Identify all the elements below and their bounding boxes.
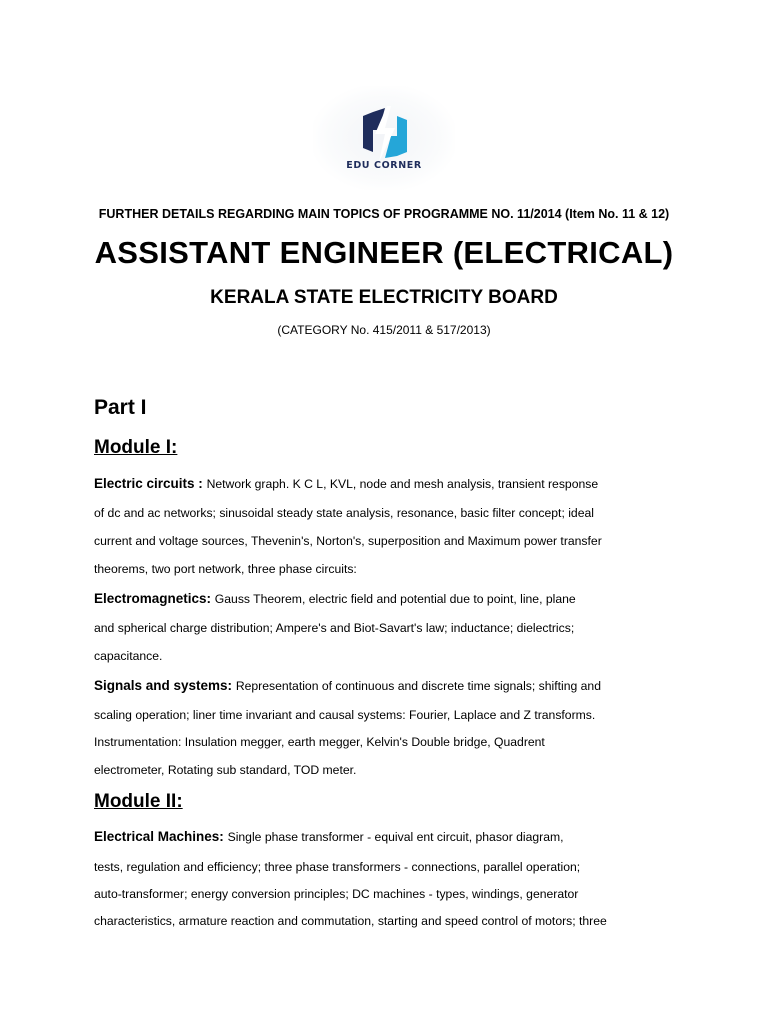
text-line: tests, regulation and efficiency; three phase transformers - connections, parallel operation;: [94, 860, 581, 874]
electric-circuits-line-1: Electric circuits : Network graph. K C L, KVL, node and mesh analysis, transient response: [94, 476, 599, 491]
text-line: electrometer, Rotating sub standard, TOD meter.: [94, 763, 357, 777]
text-line: scaling operation; liner time invariant and causal systems: Fourier, Laplace and Z transforms.: [94, 708, 596, 722]
text-line: and spherical charge distribution; Ampere's and Biot-Savart's law; inductance; dielectrics;: [94, 621, 575, 635]
module-2-heading: Module II:: [94, 791, 183, 812]
text-line: of dc and ac networks; sinusoidal steady state analysis, resonance, basic filter concept; ideal: [94, 506, 594, 520]
text-line: capacitance.: [94, 649, 163, 663]
edu-corner-logo: [313, 86, 455, 190]
programme-details: FURTHER DETAILS REGARDING MAIN TOPICS OF PROGRAMME NO. 11/2014 (Item No. 11 & 12): [98, 207, 670, 221]
electric-circuits-label: Electric circuits :: [94, 476, 207, 491]
machines-line-1: Electrical Machines: Single phase transformer - equival ent circuit, phasor diagram,: [94, 829, 564, 844]
signals-line-1: Signals and systems: Representation of continuous and discrete time signals; shifting and: [94, 678, 601, 693]
electromagnetics-line-1: Electromagnetics: Gauss Theorem, electric field and potential due to point, line, plane: [94, 591, 576, 606]
logo-text: EDU CORNER: [346, 160, 422, 171]
electromagnetics-label: Electromagnetics:: [94, 591, 215, 606]
text-line: characteristics, armature reaction and commutation, starting and speed control of motors; three: [94, 914, 607, 928]
category-number: (CATEGORY No. 415/2011 & 517/2013): [277, 323, 491, 337]
lightning-bolt-icon: [313, 86, 455, 190]
module-1-heading: Module I:: [94, 437, 178, 458]
text-line: current and voltage sources, Thevenin's, Norton's, superposition and Maximum power transfer: [94, 534, 602, 548]
part-heading: Part I: [94, 396, 147, 419]
page-title: ASSISTANT ENGINEER (ELECTRICAL): [94, 235, 674, 270]
organization-name: KERALA STATE ELECTRICITY BOARD: [210, 287, 558, 308]
text-line: auto-transformer; energy conversion principles; DC machines - types, windings, generator: [94, 887, 579, 901]
text-line: Instrumentation: Insulation megger, earth megger, Kelvin's Double bridge, Quadrent: [94, 735, 545, 749]
signals-label: Signals and systems:: [94, 678, 236, 693]
text-line: theorems, two port network, three phase circuits:: [94, 562, 357, 576]
machines-label: Electrical Machines:: [94, 829, 228, 844]
